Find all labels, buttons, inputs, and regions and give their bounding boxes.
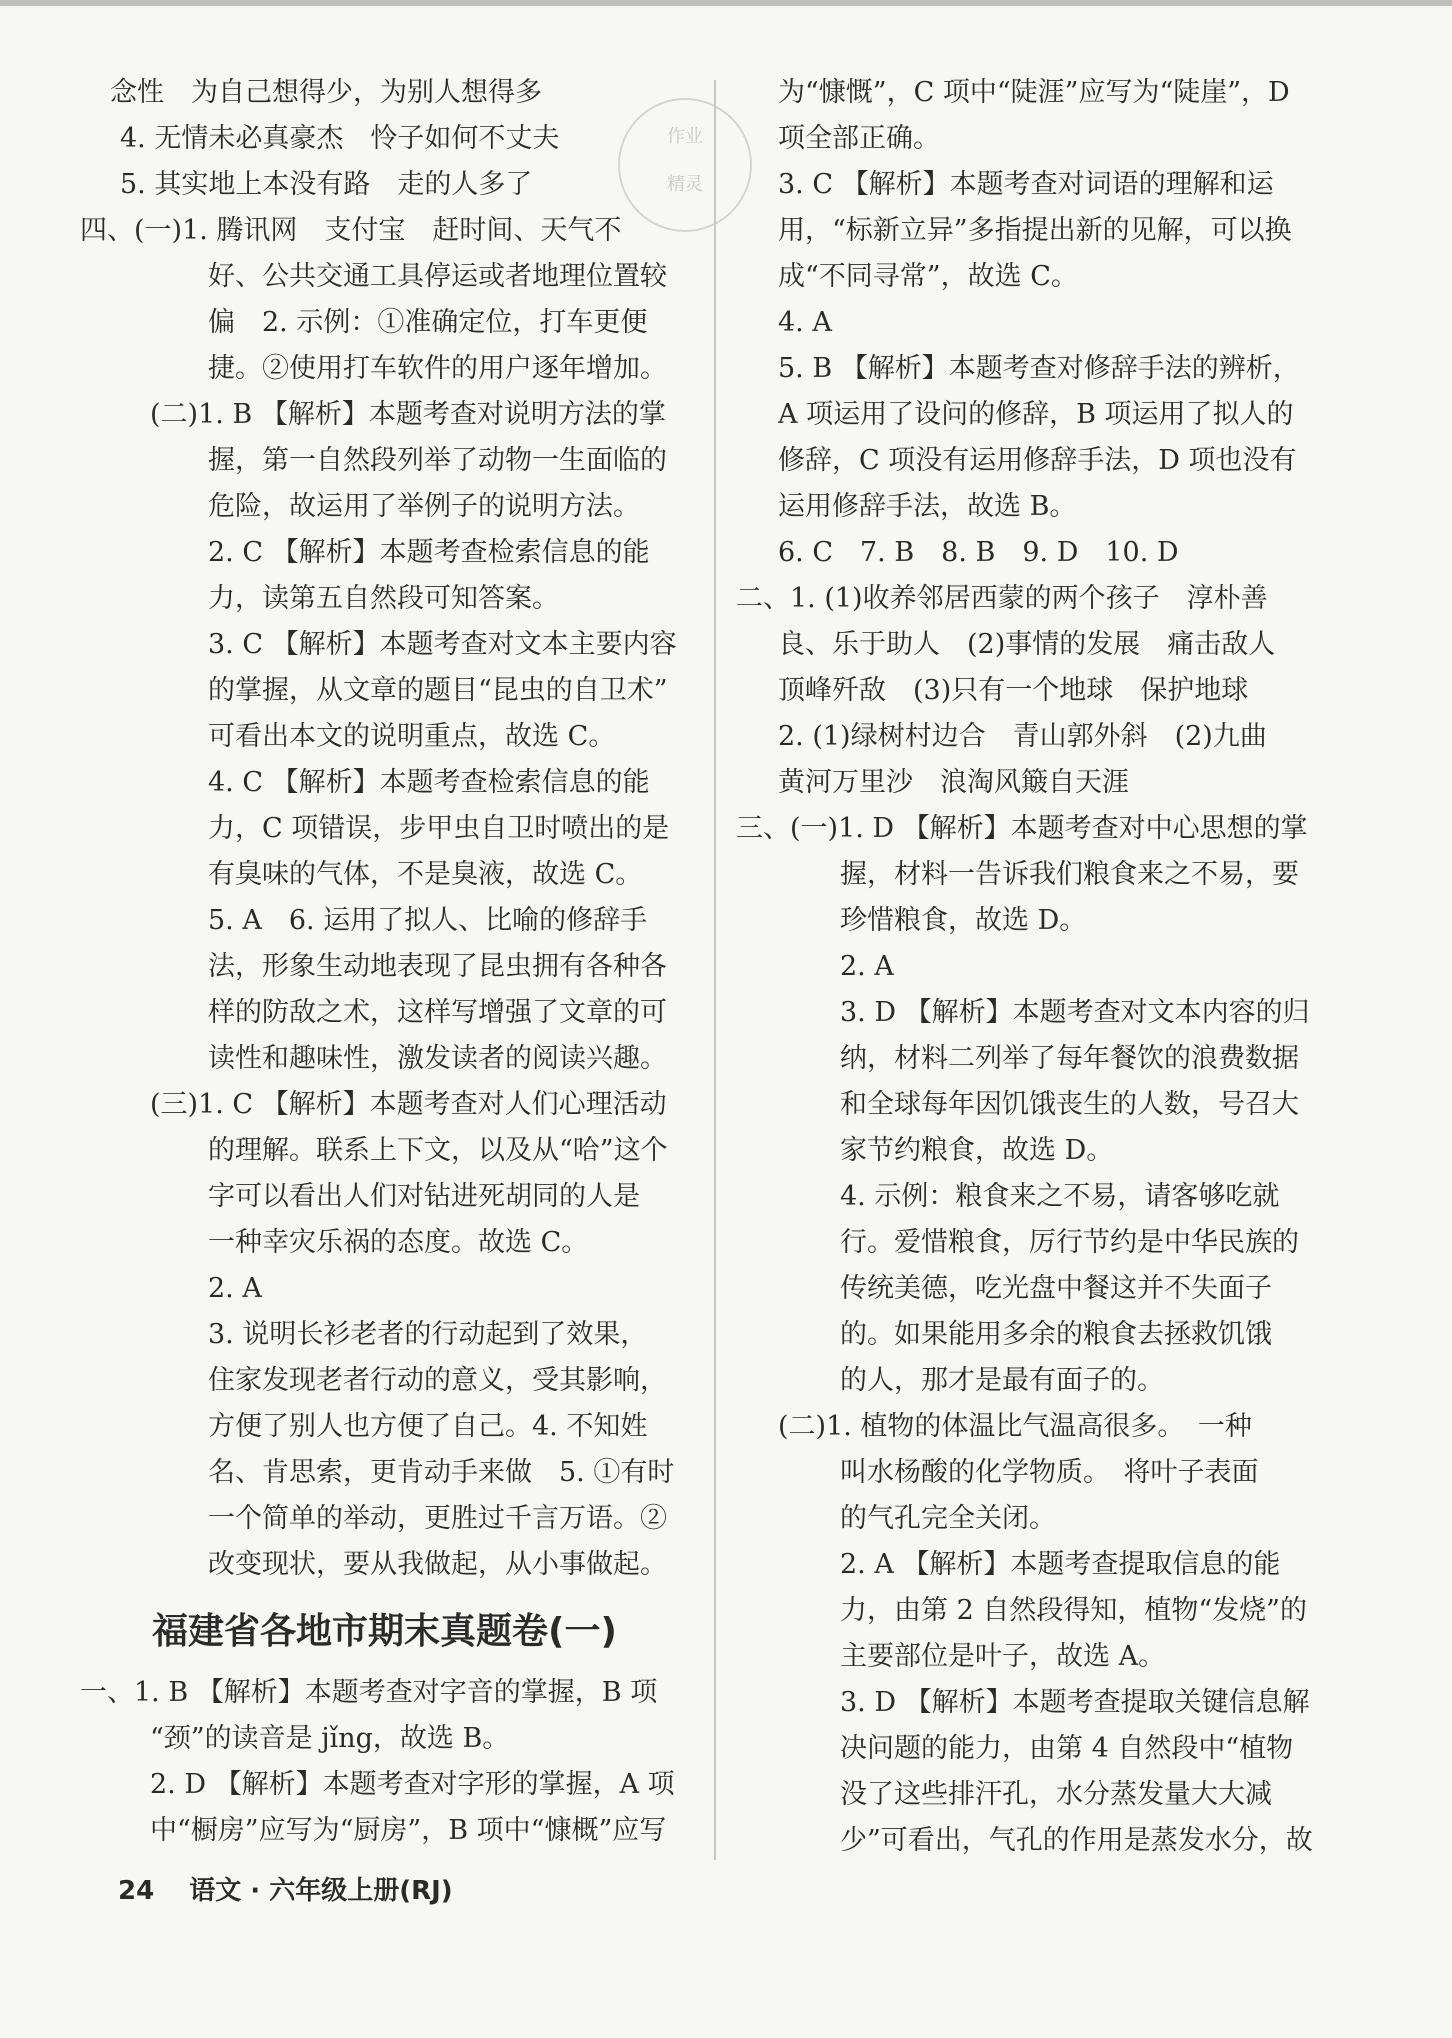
text-line: 危险，故运用了举例子的说明方法。 [208, 491, 640, 522]
text-line: (二)1. 植物的体温比气温高很多。 一种 [778, 1411, 1252, 1442]
text-line: 3. 说明长衫老者的行动起到了效果， [208, 1319, 648, 1350]
text-line: 6. C 7. B 8. B 9. D 10. D [778, 537, 1179, 568]
page-number: 24 [118, 1876, 155, 1906]
text-line: 项全部正确。 [778, 123, 940, 154]
text-line: 可看出本文的说明重点，故选 C。 [208, 721, 616, 752]
text-line: 2. A [840, 951, 894, 982]
text-line: 少”可看出，气孔的作用是蒸发水分，故 [840, 1825, 1313, 1856]
book-title: 语文 · 六年级上册(RJ) [189, 1876, 453, 1906]
text-line: 2. A [208, 1273, 262, 1304]
text-line: 二、1. (1)收养邻居西蒙的两个孩子 淳朴善 [736, 583, 1268, 614]
text-line: 主要部位是叶子，故选 A。 [840, 1641, 1166, 1672]
text-line: 4. 示例：粮食来之不易，请客够吃就 [840, 1181, 1280, 1212]
text-line: 黄河万里沙 浪淘风簸自天涯 [778, 767, 1129, 798]
text-line: 5. B 【解析】本题考查对修辞手法的辨析， [778, 353, 1300, 384]
text-line: 法，形象生动地表现了昆虫拥有各种各 [208, 951, 667, 982]
text-line: “颈”的读音是 jǐng，故选 B。 [150, 1723, 510, 1754]
text-line: 2. A 【解析】本题考查提取信息的能 [840, 1549, 1281, 1580]
text-line: 握，材料一告诉我们粮食来之不易，要 [840, 859, 1299, 890]
text-line: 力，由第 2 自然段得知，植物“发烧”的 [840, 1595, 1307, 1626]
text-line: 3. C 【解析】本题考查对文本主要内容 [208, 629, 677, 660]
text-line: 样的防敌之术，这样写增强了文章的可 [208, 997, 667, 1028]
text-line: 和全球每年因饥饿丧生的人数，号召大 [840, 1089, 1299, 1120]
text-line: 方便了别人也方便了自己。4. 不知姓 [208, 1411, 648, 1442]
text-line: 的掌握，从文章的题目“昆虫的自卫术” [208, 675, 668, 706]
right-column [736, 70, 1338, 1864]
text-line: 偏 2. 示例：①准确定位，打车更便 [208, 307, 648, 338]
text-line: 好、公共交通工具停运或者地理位置较 [208, 261, 667, 292]
page-footer [118, 1870, 453, 1907]
text-line: 珍惜粮食，故选 D。 [840, 905, 1087, 936]
text-line: 用，“标新立异”多指提出新的见解，可以换 [778, 215, 1292, 246]
text-line: 4. C 【解析】本题考查检索信息的能 [208, 767, 650, 798]
text-line: 3. C 【解析】本题考查对词语的理解和运 [778, 169, 1274, 200]
text-line: 的理解。联系上下文，以及从“哈”这个 [208, 1135, 668, 1166]
text-line: 三、(一)1. D 【解析】本题考查对中心思想的掌 [736, 813, 1308, 844]
text-line: 名、肯思索，更肯动手来做 5. ①有时 [208, 1457, 675, 1488]
text-line: 念性 为自己想得少，为别人想得多 [110, 77, 542, 108]
text-line: 3. D 【解析】本题考查对文本内容的归 [840, 997, 1310, 1028]
text-line: 握，第一自然段列举了动物一生面临的 [208, 445, 667, 476]
text-line: 捷。②使用打车软件的用户逐年增加。 [208, 353, 667, 384]
text-line: 2. C 【解析】本题考查检索信息的能 [208, 537, 650, 568]
stamp-text-bottom: 精灵 [667, 174, 703, 195]
text-line: 顶峰歼敌 (3)只有一个地球 保护地球 [778, 675, 1249, 706]
text-line: 2. D 【解析】本题考查对字形的掌握，A 项 [150, 1769, 675, 1800]
text-line: 2. (1)绿树村边合 青山郭外斜 (2)九曲 [778, 721, 1267, 752]
text-line: 中“橱房”应写为“厨房”，B 项中“慷概”应写 [150, 1815, 667, 1846]
text-line: 四、(一)1. 腾讯网 支付宝 赶时间、天气不 [80, 215, 622, 246]
text-line: 5. A 6. 运用了拟人、比喻的修辞手 [208, 905, 648, 936]
text-line: 一、1. B 【解析】本题考查对字音的掌握，B 项 [80, 1677, 658, 1708]
text-line: (三)1. C 【解析】本题考查对人们心理活动 [150, 1089, 667, 1120]
text-line: 有臭味的气体，不是臭液，故选 C。 [208, 859, 643, 890]
text-line: 的气孔完全关闭。 [840, 1503, 1056, 1534]
text-line: 一种幸灾乐祸的态度。故选 C。 [208, 1227, 589, 1258]
scan-top-edge [0, 0, 1452, 6]
text-line: 读性和趣味性，激发读者的阅读兴趣。 [208, 1043, 667, 1074]
text-line: 良、乐于助人 (2)事情的发展 痛击敌人 [778, 629, 1276, 660]
left-column [80, 70, 700, 1854]
text-line: 力，C 项错误，步甲虫自卫时喷出的是 [208, 813, 670, 844]
text-line: 4. A [778, 307, 832, 338]
text-line: 5. 其实地上本没有路 走的人多了 [120, 169, 533, 200]
text-line: 传统美德，吃光盘中餐这并不失面子 [840, 1273, 1272, 1304]
text-line: 一个简单的举动，更胜过千言万语。② [208, 1503, 667, 1534]
text-line: 修辞，C 项没有运用修辞手法，D 项也没有 [778, 445, 1297, 476]
stamp-text-top: 作业 [667, 126, 703, 147]
text-line: 决问题的能力，由第 4 自然段中“植物 [840, 1733, 1294, 1764]
text-line: 家节约粮食，故选 D。 [840, 1135, 1114, 1166]
watermark-stamp [618, 98, 752, 232]
text-line: 的。如果能用多余的粮食去拯救饥饿 [840, 1319, 1272, 1350]
text-line: 3. D 【解析】本题考查提取关键信息解 [840, 1687, 1310, 1718]
text-line: 叫水杨酸的化学物质。 将叶子表面 [840, 1457, 1259, 1488]
text-line: 字可以看出人们对钻进死胡同的人是 [208, 1181, 640, 1212]
text-line: 力，读第五自然段可知答案。 [208, 583, 559, 614]
text-line: 行。爱惜粮食，厉行节约是中华民族的 [840, 1227, 1299, 1258]
text-line: 运用修辞手法，故选 B。 [778, 491, 1077, 522]
text-line: (二)1. B 【解析】本题考查对说明方法的掌 [150, 399, 666, 430]
text-line: 纳，材料二列举了每年餐饮的浪费数据 [840, 1043, 1299, 1074]
text-line: 没了这些排汗孔，水分蒸发量大大减 [840, 1779, 1272, 1810]
text-line: 的人，那才是最有面子的。 [840, 1365, 1164, 1396]
column-divider [714, 80, 716, 1860]
text-line: 4. 无情未必真豪杰 怜子如何不丈夫 [120, 123, 560, 154]
text-line: 成“不同寻常”，故选 C。 [778, 261, 1078, 292]
text-line: 改变现状，要从我做起，从小事做起。 [208, 1549, 667, 1580]
text-line: 住家发现老者行动的意义，受其影响， [208, 1365, 667, 1396]
text-line: 为“慷慨”，C 项中“陡涯”应写为“陡崖”，D [778, 77, 1290, 108]
section-title: 福建省各地市期末真题卷(一) [152, 1611, 617, 1652]
text-line: A 项运用了设问的修辞，B 项运用了拟人的 [778, 399, 1294, 430]
